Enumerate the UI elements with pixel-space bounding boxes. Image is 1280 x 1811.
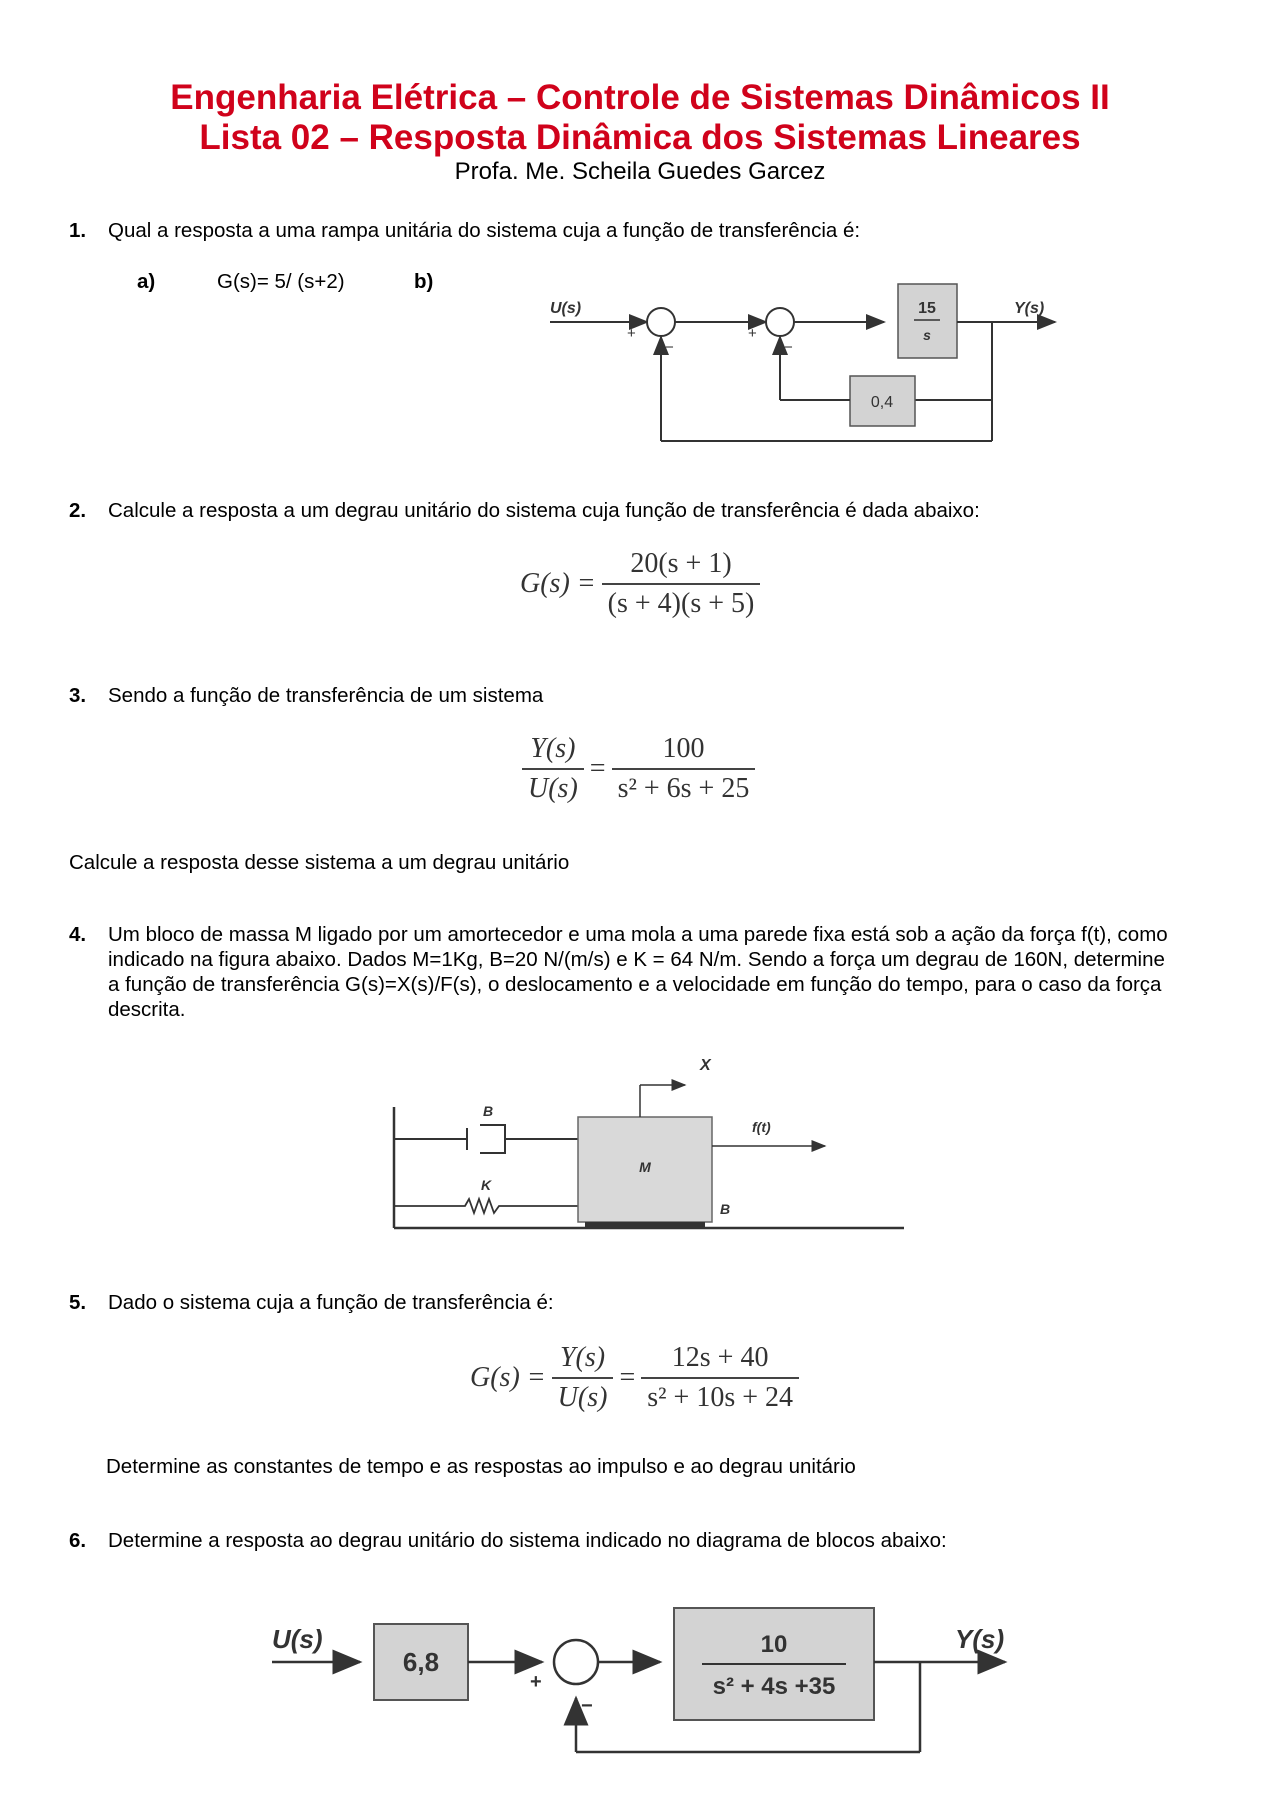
q4-number: 4.	[69, 923, 87, 946]
q2-denominator: (s + 4)(s + 5)	[602, 583, 761, 620]
q4-damper-label: B	[483, 1103, 494, 1119]
q1-sum1-plus: +	[627, 325, 636, 342]
q3-lhs-numerator: Y(s)	[530, 733, 576, 764]
q1-a-expression: G(s)= 5/ (s+2)	[217, 270, 345, 293]
q1-text: Qual a resposta a uma rampa unitária do sistema cuja a função de transferência é:	[108, 219, 861, 242]
q1-sum2-plus: +	[748, 325, 757, 342]
q3-followup: Calcule a resposta desse sistema a um degrau unitário	[69, 851, 570, 874]
q2-equation	[520, 548, 760, 620]
q6-sum-minus: −	[581, 1695, 593, 1717]
q1-sum2-minus: −	[784, 339, 793, 356]
q3-equation	[522, 733, 755, 805]
q4-mass-spring-damper-figure	[380, 1040, 920, 1240]
q4-line-1: Um bloco de massa M ligado por um amortecedor e uma mola a uma parede fixa está sob a ação da força f(t), como	[108, 923, 1168, 946]
q5-followup: Determine as constantes de tempo e as respostas ao impulso e ao degrau unitário	[106, 1455, 856, 1478]
q6-gain-value: 6,8	[402, 1647, 440, 1677]
q2-lhs: G(s) =	[520, 568, 596, 599]
q5-lhs: G(s) =	[470, 1362, 546, 1393]
q6-summing-junction	[554, 1640, 598, 1684]
title-line-2: Lista 02 – Resposta Dinâmica dos Sistemas Lineares	[199, 118, 1081, 157]
q5-equals: =	[619, 1362, 636, 1393]
q1-number: 1.	[69, 219, 87, 242]
q4-line-4: descrita.	[108, 998, 186, 1021]
q6-text: Determine a resposta ao degrau unitário do sistema indicado no diagrama de blocos abaixo:	[108, 1529, 947, 1552]
q6-output-label: Y(s)	[955, 1624, 1005, 1654]
q5-middle-numerator: Y(s)	[559, 1342, 606, 1373]
author: Profa. Me. Scheila Guedes Garcez	[454, 158, 826, 185]
q3-text: Sendo a função de transferência de um sistema	[108, 684, 544, 707]
q3-number: 3.	[69, 684, 87, 707]
q3-denominator: s² + 6s + 25	[612, 768, 756, 805]
q1-a-label: a)	[137, 270, 156, 293]
q1-summing-junction-1	[647, 308, 675, 336]
q4-displacement-label: X	[700, 1057, 711, 1074]
q3-lhs-denominator: U(s)	[522, 768, 584, 805]
q4-spring	[394, 1199, 578, 1213]
q6-plant-numerator: 10	[760, 1631, 788, 1658]
q1-summing-junction-2	[766, 308, 794, 336]
q1-feedback-gain: 0,4	[870, 394, 894, 411]
title-line-1: Engenharia Elétrica – Controle de Sistemas Dinâmicos II	[170, 78, 1110, 117]
q4-friction-label: B	[720, 1201, 731, 1217]
q1-block-diagram	[540, 270, 1070, 450]
q4-force-label: f(t)	[752, 1119, 771, 1135]
q1-sum1-minus: −	[665, 339, 674, 356]
q6-input-label: U(s)	[272, 1624, 323, 1654]
q2-numerator: 20(s + 1)	[630, 548, 732, 579]
q4-spring-label: K	[481, 1177, 492, 1193]
q6-sum-plus: +	[530, 1671, 542, 1693]
q1-input-label: U(s)	[550, 300, 582, 317]
q1-forward-block	[898, 284, 957, 358]
q4-damper	[480, 1125, 505, 1153]
q6-plant-denominator: s² + 4s +35	[712, 1673, 836, 1700]
q6-number: 6.	[69, 1529, 87, 1552]
q4-line-3: a função de transferência G(s)=X(s)/F(s), o deslocamento e a velocidade em função do tempo, para o caso da força	[108, 973, 1162, 996]
q4-mass-label: M	[639, 1159, 651, 1175]
q5-middle-denominator: U(s)	[552, 1377, 614, 1414]
q5-number: 5.	[69, 1291, 87, 1314]
q1-b-label: b)	[414, 270, 434, 293]
q5-denominator: s² + 10s + 24	[641, 1377, 799, 1414]
q5-text: Dado o sistema cuja a função de transferência é:	[108, 1291, 554, 1314]
q4-line-2: indicado na figura abaixo. Dados M=1Kg, B=20 N/(m/s) e K = 64 N/m. Sendo a força um degrau de 160N, determine	[108, 948, 1165, 971]
q2-text: Calcule a resposta a um degrau unitário do sistema cuja função de transferência é dada abaixo:	[108, 499, 980, 522]
q1-output-label: Y(s)	[1014, 300, 1045, 317]
q1-block-numerator: 15	[918, 300, 936, 317]
q5-numerator: 12s + 40	[671, 1342, 769, 1373]
q3-equals: =	[589, 753, 606, 784]
q4-friction-strip	[585, 1222, 705, 1228]
q1-block-denominator: s	[923, 327, 931, 343]
q2-number: 2.	[69, 499, 87, 522]
q3-numerator: 100	[662, 733, 705, 764]
q6-block-diagram	[260, 1600, 1040, 1770]
q5-equation	[470, 1342, 799, 1414]
